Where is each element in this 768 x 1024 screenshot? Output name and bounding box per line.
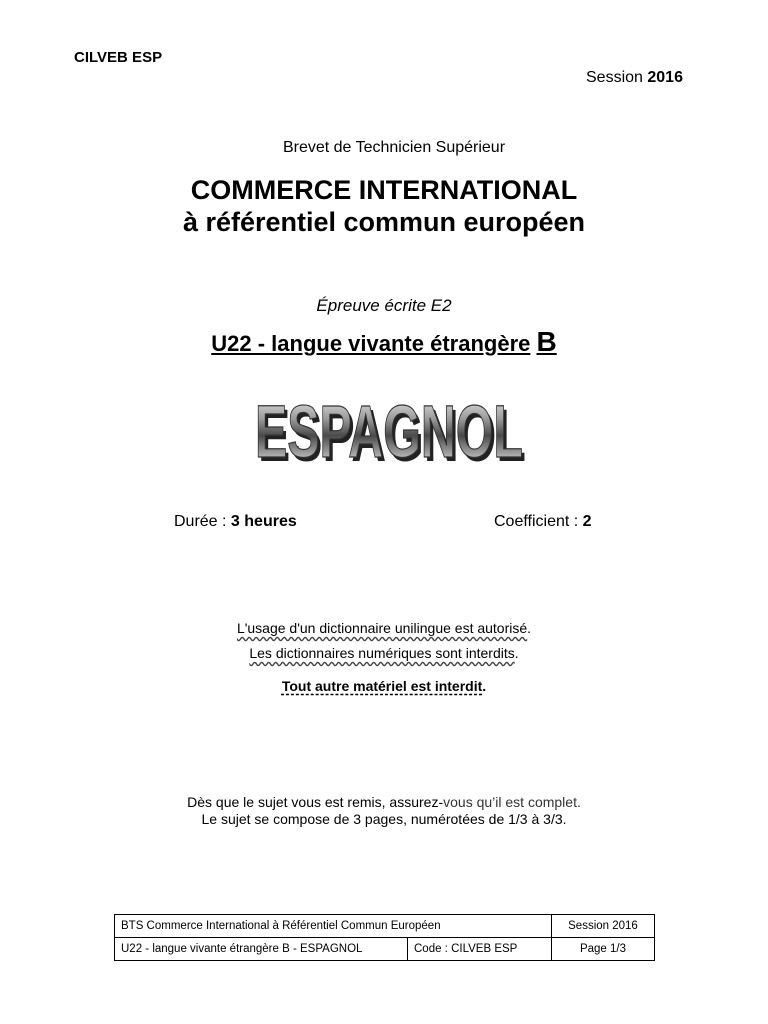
duree-label: Durée : bbox=[174, 513, 231, 530]
unit-letter: B bbox=[536, 326, 557, 357]
info-line1 bbox=[0, 794, 768, 810]
footer-code: Code : CILVEB ESP bbox=[408, 938, 552, 961]
rule-dot: . bbox=[514, 645, 519, 661]
rule-dictionary-allowed bbox=[0, 620, 768, 636]
header-code: CILVEB ESP bbox=[74, 49, 163, 66]
footer-page: Page 1/3 bbox=[552, 938, 655, 961]
session bbox=[586, 69, 683, 87]
footer-row bbox=[115, 938, 655, 961]
footer-unit: U22 - langue vivante étrangère B - ESPAGNOL bbox=[115, 938, 408, 961]
rule-text: Les dictionnaires numériques sont interdits bbox=[249, 645, 515, 661]
main-title-line1: COMMERCE INTERNATIONAL bbox=[190, 175, 578, 205]
rule-dot: . bbox=[482, 678, 487, 694]
info-line1-a: Dès que le sujet vous est remis, assurez- bbox=[187, 794, 444, 810]
unit-title bbox=[0, 326, 768, 358]
info-line2: Le sujet se compose de 3 pages, numérotées de 1/3 à 3/3. bbox=[201, 811, 567, 827]
session-year: 2016 bbox=[647, 69, 683, 86]
coef-label: Coefficient : bbox=[494, 513, 583, 530]
rule-digital-forbidden bbox=[0, 645, 768, 661]
footer-bts: BTS Commerce International à Référentiel Commun Européen bbox=[115, 915, 552, 938]
unit-text: U22 - langue vivante étrangère bbox=[211, 331, 531, 356]
rule-other-forbidden bbox=[0, 678, 768, 694]
main-title-line2: à référentiel commun européen bbox=[182, 207, 586, 237]
epreuve-label: Épreuve écrite E2 bbox=[316, 296, 452, 315]
duree bbox=[174, 513, 297, 531]
rule-dot: . bbox=[527, 620, 532, 636]
espagnol-logo bbox=[240, 385, 540, 475]
info-line1-b: vous qu’il est complet. bbox=[443, 794, 581, 810]
footer-session: Session 2016 bbox=[552, 915, 655, 938]
rule-text: L'usage d'un dictionnaire unilingue est autorisé bbox=[236, 620, 528, 636]
footer-table bbox=[114, 914, 655, 961]
espagnol-logo-text: ESPAGNOL bbox=[255, 390, 523, 473]
espagnol-logo-shadow: ESPAGNOL bbox=[258, 394, 526, 475]
session-label: Session bbox=[586, 69, 643, 86]
footer-row bbox=[115, 915, 655, 938]
coef-value: 2 bbox=[582, 513, 592, 530]
rule-text: Tout autre matériel est interdit bbox=[281, 678, 483, 694]
duree-value: 3 heures bbox=[230, 513, 297, 530]
coefficient bbox=[494, 513, 592, 531]
brevet-title: Brevet de Technicien Supérieur bbox=[282, 139, 506, 156]
